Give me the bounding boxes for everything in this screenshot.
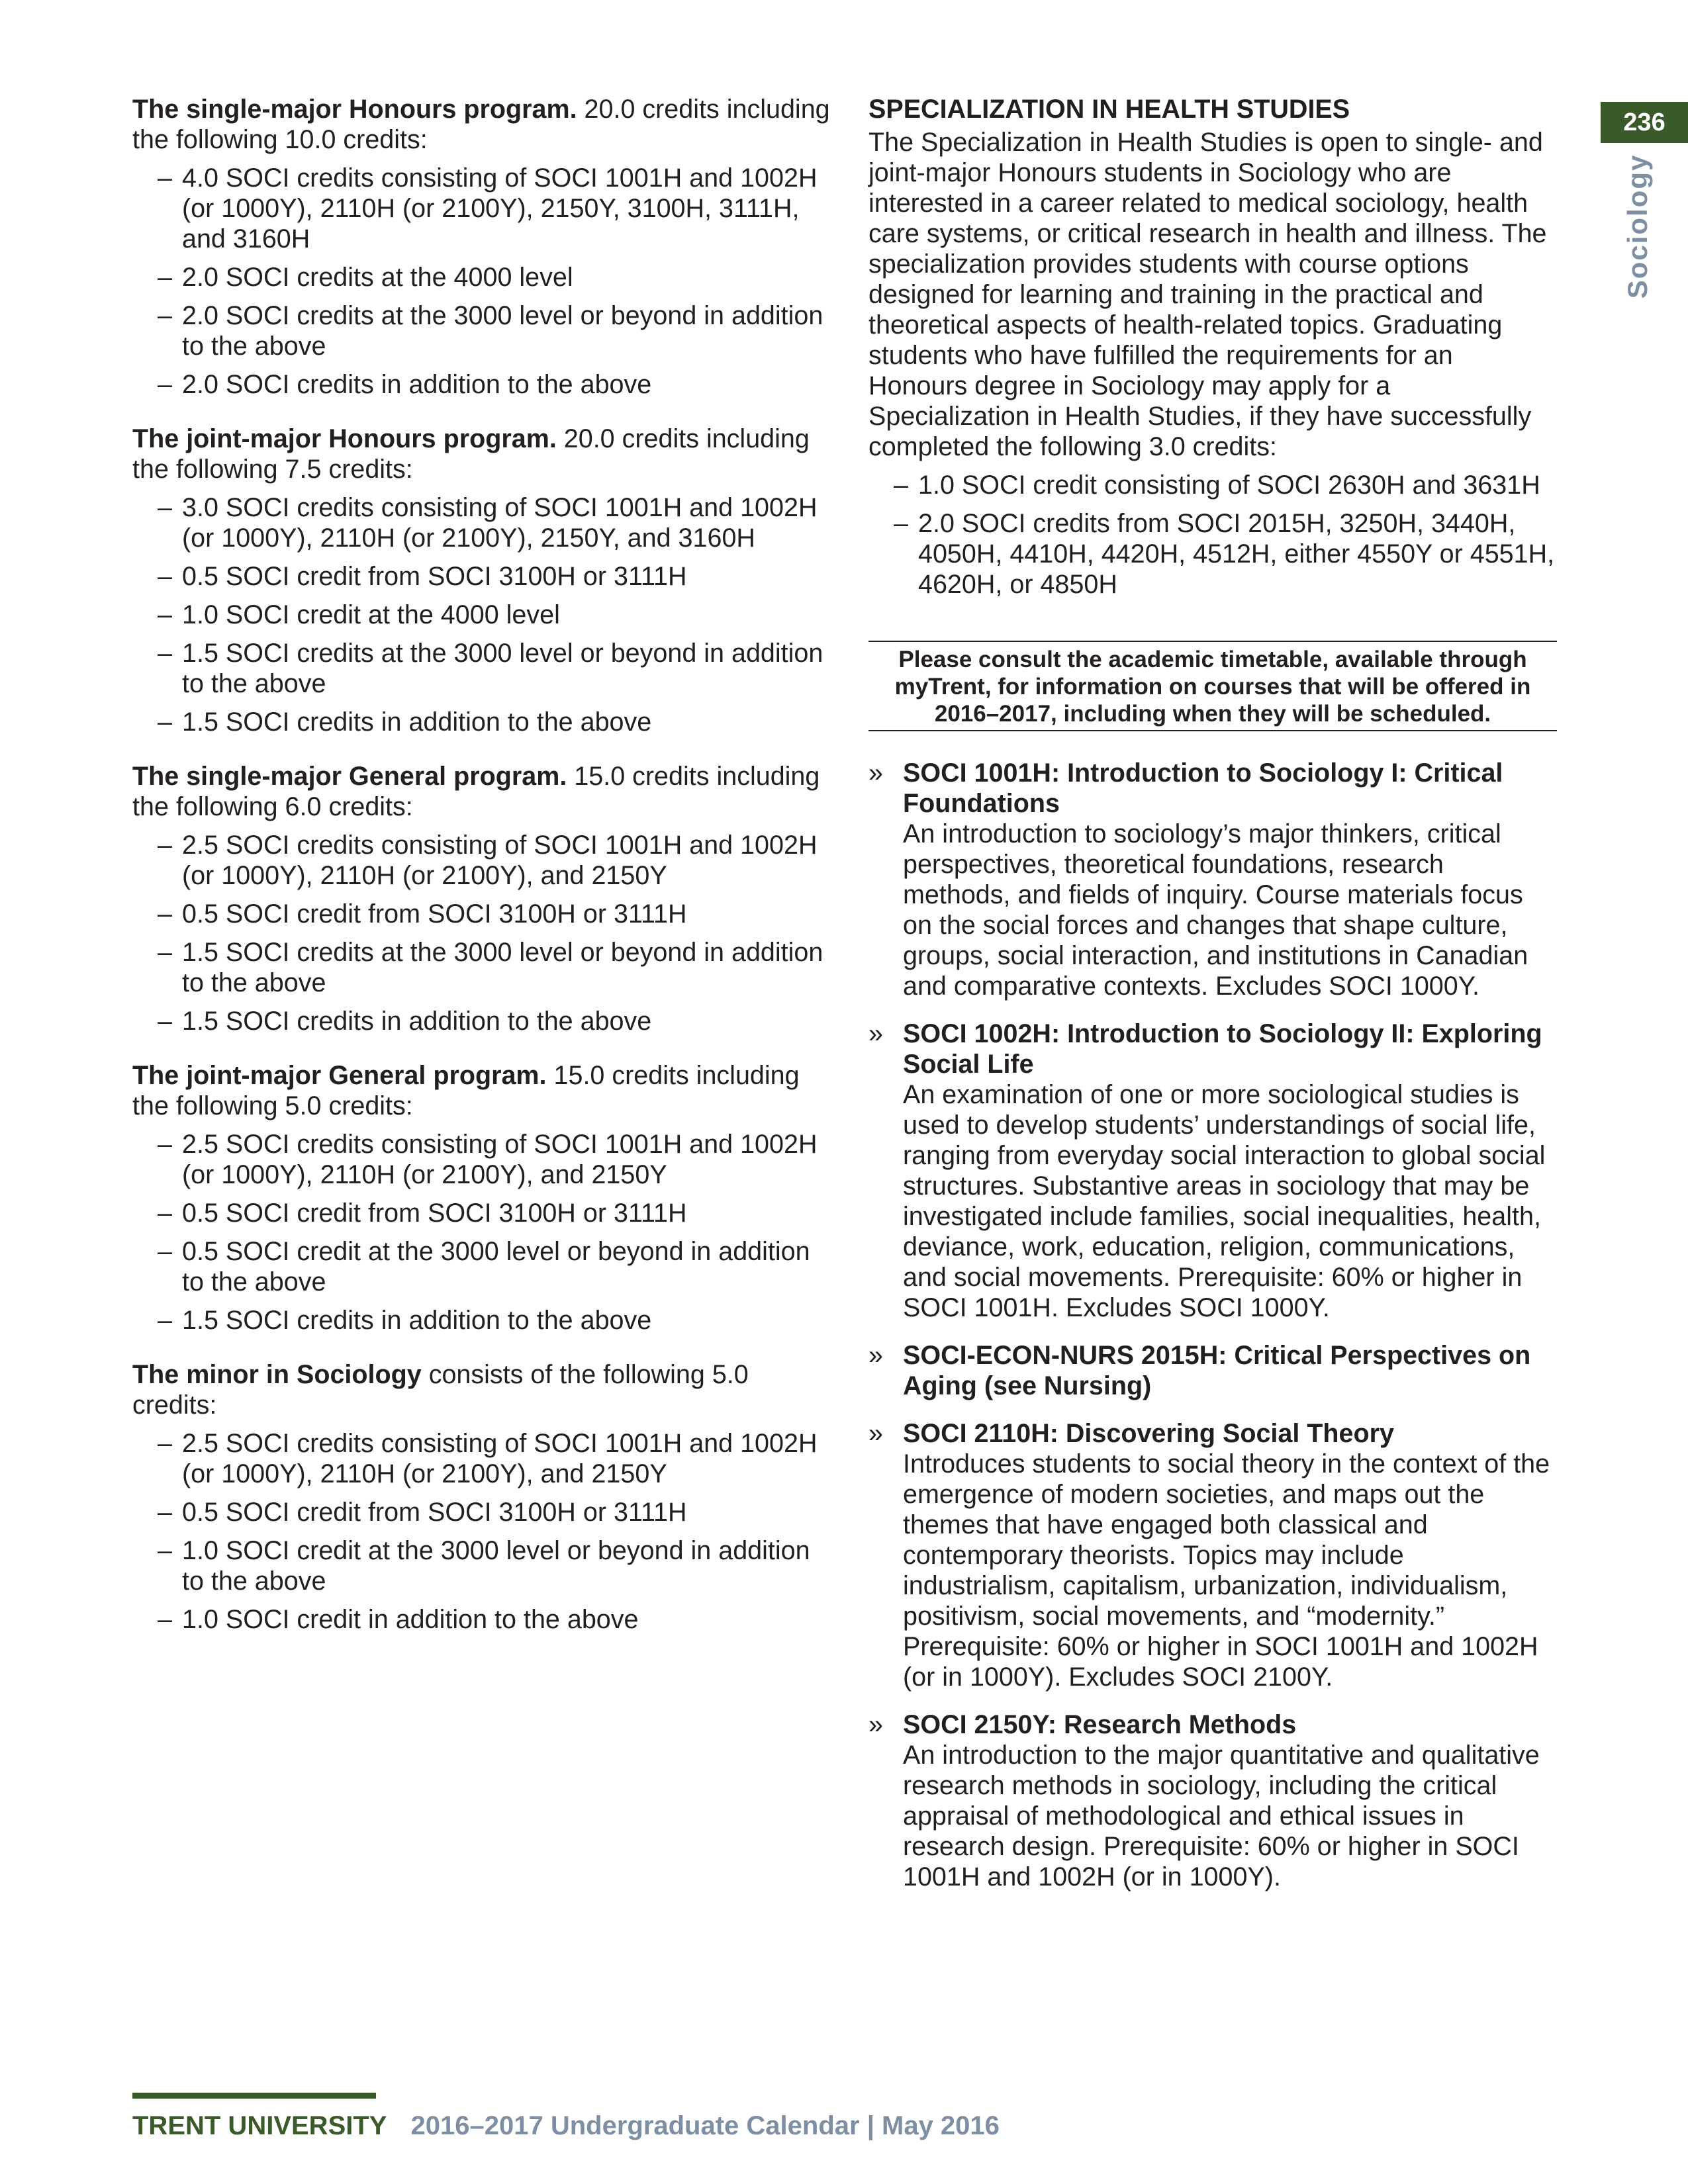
requirement-text: 2.5 SOCI credits consisting of SOCI 1001H and 1002H (or 1000Y), 2110H (or 2100Y), and 2150Y	[182, 1429, 818, 1488]
dash-marker: –	[158, 1237, 172, 1266]
course-title: SOCI 1002H: Introduction to Sociology II: Exploring Social Life	[903, 1019, 1542, 1079]
program-title: The single-major Honours program.	[132, 95, 577, 124]
dash-marker: –	[158, 562, 172, 591]
requirement-text: 3.0 SOCI credits consisting of SOCI 1001H and 1002H (or 1000Y), 2110H (or 2100Y), 2150Y, and 3160H	[182, 493, 818, 553]
specialization-section	[868, 94, 1557, 600]
timetable-notice: Please consult the academic timetable, available through myTrent, for information on courses that will be offered in 2016–2017, including when they will be scheduled.	[868, 641, 1557, 731]
requirement-text: 1.0 SOCI credit consisting of SOCI 2630H and 3631H	[918, 471, 1540, 500]
dash-marker: –	[158, 1306, 172, 1335]
program-block	[132, 94, 834, 400]
specialization-description: The Specialization in Health Studies is open to single- and joint-major Honours students in Sociology who are interested in a career related to medical sociology, health care systems, or critical research in health and illness. The specialization provides students with course options designed for learning and training in the practical and theoretical aspects of health-related topics. Graduating students who have fulfilled the requirements for an Honours degree in Sociology may apply for a Specialization in Health Studies, if they have successfully completed the following 3.0 credits:	[868, 128, 1547, 461]
dash-marker: –	[158, 899, 172, 929]
program-intro: 20.0 credits including the following 7.5 credits:	[132, 424, 810, 484]
dash-marker: –	[158, 831, 172, 860]
requirement-text: 2.0 SOCI credits at the 3000 level or beyond in addition to the above	[182, 301, 823, 361]
requirement-text: 1.5 SOCI credits at the 3000 level or beyond in addition to the above	[182, 938, 823, 997]
requirement-item	[132, 1236, 834, 1297]
dash-marker: –	[158, 938, 172, 967]
program-title: The minor in Sociology	[132, 1360, 422, 1389]
dash-marker: –	[158, 600, 172, 629]
program-block	[132, 761, 834, 1036]
requirement-text: 0.5 SOCI credit at the 3000 level or beyond in addition to the above	[182, 1237, 810, 1297]
dash-marker: –	[158, 1130, 172, 1159]
requirement-text: 2.0 SOCI credits at the 4000 level	[182, 263, 573, 292]
requirement-text: 1.0 SOCI credit at the 3000 level or beyond in addition to the above	[182, 1536, 810, 1596]
course-entry	[868, 1019, 1557, 1323]
requirement-item	[132, 1497, 834, 1527]
requirement-text: 2.5 SOCI credits consisting of SOCI 1001H and 1002H (or 1000Y), 2110H (or 2100Y), and 2150Y	[182, 831, 818, 890]
program-title: The joint-major Honours program.	[132, 424, 557, 453]
requirement-list	[132, 1129, 834, 1336]
dash-marker: –	[158, 1605, 172, 1634]
dash-marker: –	[158, 1199, 172, 1228]
program-heading	[132, 424, 834, 484]
program-block	[132, 1060, 834, 1336]
requirement-item	[132, 937, 834, 998]
dash-marker: –	[158, 1007, 172, 1036]
dash-marker: –	[894, 509, 908, 538]
requirement-item	[132, 300, 834, 361]
requirement-list	[132, 830, 834, 1036]
program-heading	[132, 1359, 834, 1420]
course-description: An examination of one or more sociological studies is used to develop students’ understandings of social life, ranging from everyday social interaction to global social structures. Substantive areas in sociology that may be investigated include families, social inequalities, health, deviance, work, education, religion, communications, and social movements. Prerequisite: 60% or higher in SOCI 1001H. Excludes SOCI 1000Y.	[903, 1080, 1546, 1322]
requirement-item	[132, 600, 834, 630]
specialization-requirement-list	[868, 470, 1557, 600]
requirement-text: 1.5 SOCI credits in addition to the above	[182, 1306, 652, 1335]
course-description: Introduces students to social theory in the context of the emergence of modern societies, and maps out the themes that have engaged both classical and contemporary theorists. Topics may include industrialism, capitalism, urbanization, individualism, positivism, social movements, and “modernity.” Prerequisite: 60% or higher in SOCI 1001H and 1002H (or in 1000Y). Excludes SOCI 2100Y.	[903, 1449, 1550, 1692]
requirement-item	[132, 369, 834, 400]
requirement-item	[132, 492, 834, 553]
chevron-marker: »	[868, 1341, 883, 1370]
page-number-tab: 236	[1601, 102, 1688, 143]
course-entry	[868, 1709, 1557, 1892]
requirement-item	[132, 1535, 834, 1596]
requirement-text: 1.0 SOCI credit in addition to the above	[182, 1605, 639, 1634]
requirement-item	[132, 1129, 834, 1190]
course-title: SOCI 2110H: Discovering Social Theory	[903, 1419, 1394, 1448]
requirement-item	[132, 899, 834, 929]
requirement-item	[132, 1604, 834, 1635]
chevron-marker: »	[868, 1419, 883, 1448]
dash-marker: –	[158, 707, 172, 737]
requirement-item	[132, 561, 834, 592]
course-entry	[868, 1418, 1557, 1692]
footer-university: TRENT UNIVERSITY	[132, 2111, 387, 2140]
course-entry	[868, 1340, 1557, 1401]
dash-marker: –	[158, 1498, 172, 1527]
requirement-text: 1.0 SOCI credit at the 4000 level	[182, 600, 560, 629]
requirement-item	[132, 1006, 834, 1036]
section-side-label: Sociology	[1622, 154, 1653, 299]
chevron-marker: »	[868, 758, 883, 788]
requirement-item	[868, 470, 1557, 500]
footer	[132, 2111, 1000, 2141]
dash-marker: –	[158, 493, 172, 522]
footer-calendar: 2016–2017 Undergraduate Calendar | May 2016	[410, 2111, 1000, 2140]
dash-marker: –	[158, 301, 172, 330]
program-block	[132, 424, 834, 737]
requirement-text: 4.0 SOCI credits consisting of SOCI 1001H and 1002H (or 1000Y), 2110H (or 2100Y), 2150Y, 3100H, 3111H, and 3160H	[182, 163, 818, 253]
course-description: An introduction to sociology’s major thinkers, critical perspectives, theoretical foundations, research methods, and fields of inquiry. Course materials focus on the social forces and changes that shape culture, groups, social interaction, and institutions in Canadian and comparative contexts. Excludes SOCI 1000Y.	[903, 819, 1528, 1001]
dash-marker: –	[158, 1536, 172, 1565]
course-title: SOCI 1001H: Introduction to Sociology I: Critical Foundations	[903, 758, 1503, 818]
left-column	[132, 94, 834, 1659]
program-intro: 15.0 credits including the following 6.0 credits:	[132, 762, 820, 821]
requirement-item	[132, 707, 834, 737]
course-description: An introduction to the major quantitative and qualitative research methods in sociology, including the critical appraisal of methodological and ethical issues in research design. Prerequisite: 60% or higher in SOCI 1001H and 1002H (or in 1000Y).	[903, 1741, 1540, 1891]
requirement-text: 2.0 SOCI credits from SOCI 2015H, 3250H, 3440H, 4050H, 4410H, 4420H, 4512H, either 4550Y or 4551H, 4620H, or 4850H	[918, 509, 1555, 599]
requirement-text: 1.5 SOCI credits in addition to the above	[182, 707, 652, 737]
requirement-text: 1.5 SOCI credits at the 3000 level or beyond in addition to the above	[182, 639, 823, 698]
requirement-list	[132, 1428, 834, 1635]
program-heading	[132, 761, 834, 822]
requirement-item	[132, 1428, 834, 1489]
program-intro: consists of the following 5.0 credits:	[132, 1360, 749, 1420]
program-title: The single-major General program.	[132, 762, 567, 791]
program-heading	[132, 1060, 834, 1121]
requirement-item	[132, 1305, 834, 1336]
program-heading	[132, 94, 834, 155]
dash-marker: –	[158, 1429, 172, 1458]
program-intro: 15.0 credits including the following 5.0 credits:	[132, 1061, 800, 1120]
dash-marker: –	[158, 639, 172, 668]
right-column	[868, 94, 1557, 1909]
requirement-item	[132, 262, 834, 293]
dash-marker: –	[894, 471, 908, 500]
dash-marker: –	[158, 263, 172, 292]
requirement-text: 0.5 SOCI credit from SOCI 3100H or 3111H	[182, 562, 687, 591]
requirement-text: 0.5 SOCI credit from SOCI 3100H or 3111H	[182, 1498, 687, 1527]
requirement-list	[132, 492, 834, 737]
program-intro: 20.0 credits including the following 10.0 credits:	[132, 95, 830, 154]
requirement-item	[868, 508, 1557, 600]
course-title: SOCI-ECON-NURS 2015H: Critical Perspectives on Aging (see Nursing)	[903, 1341, 1531, 1400]
dash-marker: –	[158, 370, 172, 399]
requirement-text: 2.0 SOCI credits in addition to the above	[182, 370, 652, 399]
footer-rule	[132, 2093, 376, 2099]
program-title: The joint-major General program.	[132, 1061, 547, 1090]
course-list	[868, 758, 1557, 1892]
requirement-item	[132, 1198, 834, 1228]
requirement-text: 0.5 SOCI credit from SOCI 3100H or 3111H	[182, 1199, 687, 1228]
requirement-text: 0.5 SOCI credit from SOCI 3100H or 3111H	[182, 899, 687, 929]
requirement-text: 2.5 SOCI credits consisting of SOCI 1001H and 1002H (or 1000Y), 2110H (or 2100Y), and 2150Y	[182, 1130, 818, 1189]
requirement-item	[132, 638, 834, 699]
dash-marker: –	[158, 163, 172, 193]
chevron-marker: »	[868, 1019, 883, 1048]
course-entry	[868, 758, 1557, 1001]
requirement-item	[132, 163, 834, 254]
requirement-text: 1.5 SOCI credits in addition to the above	[182, 1007, 652, 1036]
course-title: SOCI 2150Y: Research Methods	[903, 1710, 1297, 1739]
specialization-heading: SPECIALIZATION IN HEALTH STUDIES	[868, 95, 1350, 124]
requirement-list	[132, 163, 834, 400]
program-block	[132, 1359, 834, 1635]
chevron-marker: »	[868, 1710, 883, 1739]
requirement-item	[132, 830, 834, 891]
